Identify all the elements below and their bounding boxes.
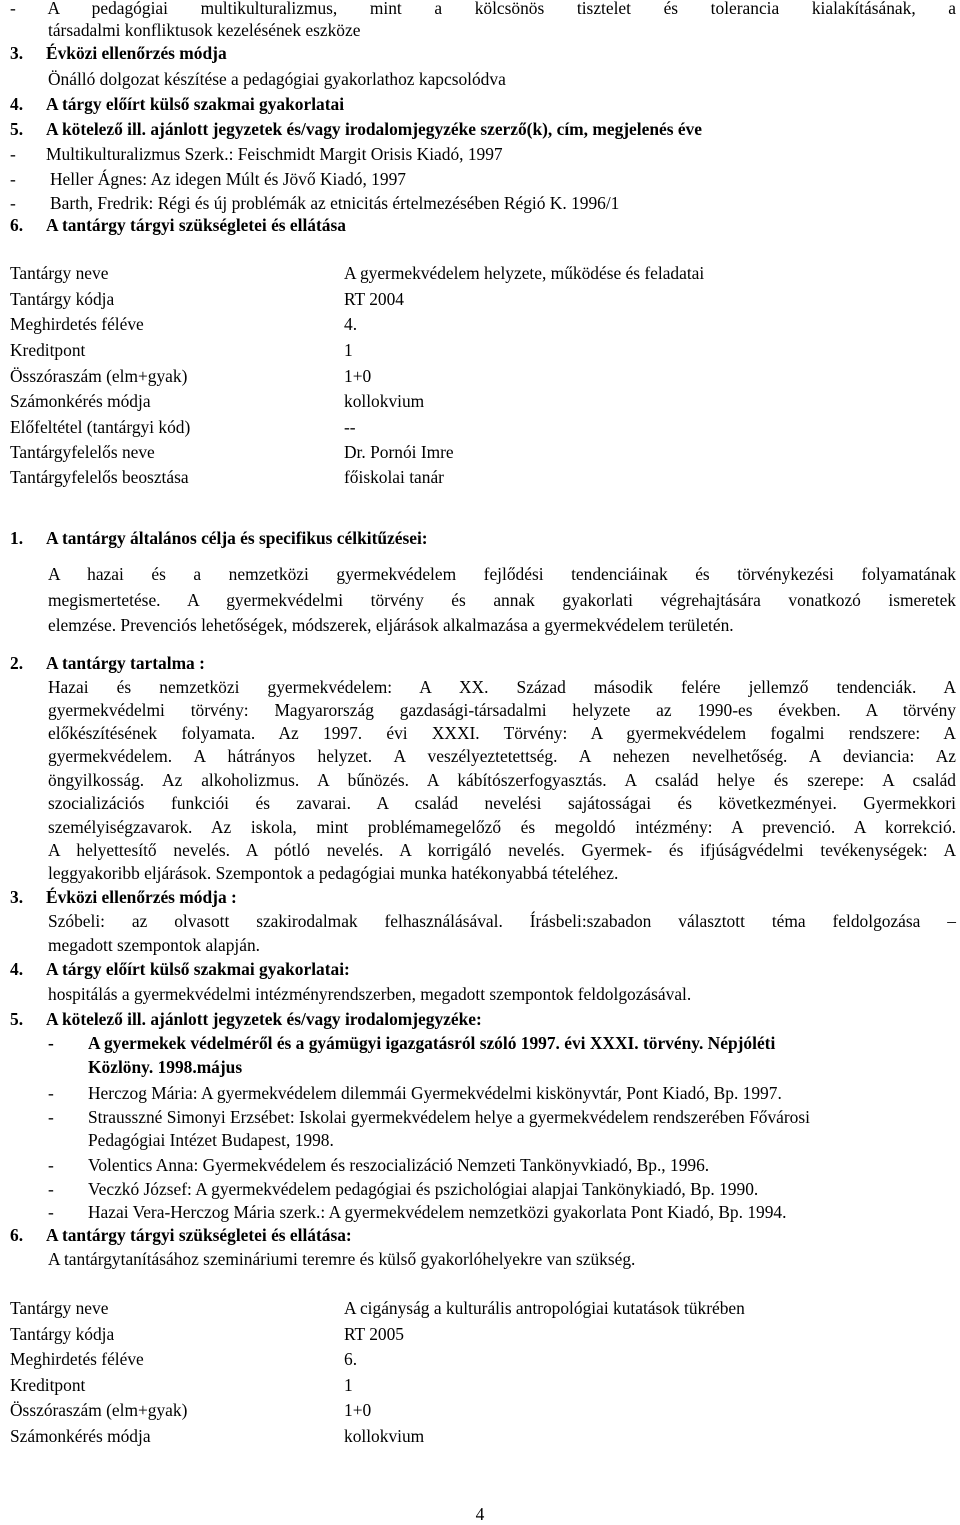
field-label: Kreditpont (10, 340, 86, 360)
section-title: A tantárgy általános célja és specifikus célkitűzései: (46, 528, 428, 548)
content-line: szocializációs funkciói és zavarai. A család nevelési sajátosságai és következményei. Gyermekkori (48, 793, 956, 813)
field-label: Számonkérés módja (10, 391, 151, 411)
field-value: Dr. Pornói Imre (344, 442, 454, 462)
field-value: 1 (344, 340, 353, 360)
heading-gyakorlat-1 (10, 93, 344, 115)
field-label: Számonkérés módja (10, 1426, 151, 1446)
content-line: öngyilkosság. Az alkoholizmus. A bűnözés. A kábítószerfogyasztás. A család helye és szerepe: A család (48, 770, 956, 790)
section-number: 3. (10, 887, 24, 907)
lit-law-text: A gyermekek védelméről és a gyámügyi igazgatásról szóló 1997. évi XXXI. törvény. Népjóléti (88, 1033, 776, 1053)
field-value: főiskolai tanár (344, 467, 444, 487)
content-line: személyiségzavarok. Az iskola, mint problémamegelőző és megoldó intézmény: A prevenció. A korrekció. (48, 817, 956, 837)
field-label: Tantárgy kódja (10, 289, 115, 309)
field-label: Tantárgy neve (10, 263, 109, 283)
field-value: 1+0 (344, 366, 372, 386)
ref-item: - Heller Ágnes: Az idegen Múlt és Jövő Kiadó, 1997 (10, 169, 406, 189)
heading-celok (10, 527, 428, 549)
field-label: Összóraszám (elm+gyak) (10, 1400, 188, 1420)
goals-line: megismertetése. A gyermekvédelmi törvény és annak gyakorlati végrehajtására vonatkozó ismeretek (48, 590, 956, 610)
section-title: Évközi ellenőrzés módja (46, 43, 227, 63)
section-title: A tantárgy tartalma : (46, 653, 205, 673)
field-value: A gyermekvédelem helyzete, működése és feladatai (344, 263, 705, 283)
exam-line: megadott szempontok alapján. (48, 935, 261, 955)
goals-line: A hazai és a nemzetközi gyermekvédelem fejlődési tendenciáinak és törvénykezési folyamatának (48, 564, 956, 584)
section-title: A tantárgy tárgyi szükségletei és ellátása (46, 215, 346, 235)
section-number: 1. (10, 528, 24, 548)
goals-line: elemzése. Prevenciós lehetőségek, módszerek, eljárások alkalmazása a gyermekvédelem területén. (48, 615, 734, 635)
content-line: A helyettesítő nevelés. A pótló nevelés. A korrigáló nevelés. Gyermek- és ifjúságvédelmi tevékenységek: A (48, 840, 956, 860)
field-label: Tantárgy kódja (10, 1324, 115, 1344)
page-number: 4 (475, 1504, 485, 1524)
section-title: Évközi ellenőrzés módja : (46, 887, 237, 907)
lit-law-item: - A gyermekek védelméről és a gyámügyi igazgatásról szóló 1997. évi XXXI. törvény. Népjóléti (48, 1033, 776, 1053)
lit-item-cont: Pedagógiai Intézet Budapest, 1998. (88, 1130, 334, 1150)
lit-item: - Hazai Vera-Herczog Mária szerk.: A gyermekvédelem nemzetközi gyakorlata Pont Kiadó, Bp. 1994. (48, 1202, 787, 1222)
heading-jegyzetek-2 (10, 1008, 482, 1030)
exam-line: Szóbeli: az olvasott szakirodalmak felhasználásával. Írásbeli:szabadon választott téma feldolgozása – (48, 911, 956, 931)
field-label: Kreditpont (10, 1375, 86, 1395)
content-line: előkészítésének folyamata. Az 1997. évi XXXI. Törvény: A gyermekvédelem fogalmi rendszere: A (48, 723, 956, 743)
lit-item: - Volentics Anna: Gyermekvédelem és reszocializáció Nemzeti Tankönyvkiadó, Bp., 1996. (48, 1155, 710, 1175)
field-label: Meghirdetés féléve (10, 1349, 144, 1369)
ref-text: Barth, Fredrik: Régi és új problémák az etnicitás értelmezésében Régió K. 1996/1 (50, 193, 620, 213)
heading-jegyzetek-1 (10, 118, 702, 140)
field-value: 1 (344, 1375, 353, 1395)
field-value: A cigányság a kulturális antropológiai kutatások tükrében (344, 1298, 745, 1318)
content-line: Hazai és nemzetközi gyermekvédelem: A XX. Század második felére jellemző tendenciák. A (48, 677, 956, 697)
section-title: A kötelező ill. ajánlott jegyzetek és/vagy irodalomjegyzéke: (46, 1009, 482, 1029)
section-number: 4. (10, 94, 24, 114)
lit-item: - Strausszné Simonyi Erzsébet: Iskolai gyermekvédelem helye a gyermekvédelem rendszerében Fővárosi (48, 1107, 810, 1127)
section-title: A tantárgy tárgyi szükségletei és ellátása: (46, 1225, 352, 1245)
ref-item: - Multikulturalizmus Szerk.: Feischmidt Margit Orisis Kiadó, 1997 (10, 144, 503, 164)
section-number: 3. (10, 43, 24, 63)
ref-text: Multikulturalizmus Szerk.: Feischmidt Margit Orisis Kiadó, 1997 (46, 144, 503, 164)
field-label: Tantárgyfelelős neve (10, 442, 155, 462)
field-label: Meghirdetés féléve (10, 314, 144, 334)
intro-line-1: - A pedagógiai multikulturalizmus, mint a kölcsönös tisztelet és tolerancia kialakításának, a (10, 0, 956, 18)
field-label: Előfeltétel (tantárgyi kód) (10, 417, 191, 437)
field-value: RT 2005 (344, 1324, 404, 1344)
lit-law-line2: Közlöny. 1998.május (88, 1057, 243, 1077)
lit-text: Volentics Anna: Gyermekvédelem és reszocializáció Nemzeti Tankönyvkiadó, Bp., 1996. (88, 1155, 710, 1175)
field-value: 1+0 (344, 1400, 372, 1420)
field-value: 4. (344, 314, 358, 334)
content-line: gyermekvédelmi törvény: Magyarország gazdasági-társadalmi helyzete az 1990-es években. A törvény (48, 700, 956, 720)
ref-text: Heller Ágnes: Az idegen Múlt és Jövő Kiadó, 1997 (50, 169, 406, 189)
section-number: 5. (10, 1009, 24, 1029)
field-label: Tantárgyfelelős beosztása (10, 467, 189, 487)
heading-gyakorlat-2 (10, 958, 350, 980)
field-value: -- (344, 417, 356, 437)
lit-text: Herczog Mária: A gyermekvédelem dilemmái Gyermekvédelmi kiskönyvtár, Pont Kiadó, Bp. 1997. (88, 1083, 782, 1103)
field-value: RT 2004 (344, 289, 404, 309)
lit-item: - Herczog Mária: A gyermekvédelem dilemmái Gyermekvédelmi kiskönyvtár, Pont Kiadó, Bp. 1997. (48, 1083, 782, 1103)
section-number: 6. (10, 1225, 24, 1245)
heading-evkozi-1 (10, 42, 227, 64)
field-value: kollokvium (344, 1426, 425, 1446)
field-value: 6. (344, 1349, 358, 1369)
field-label: Tantárgy neve (10, 1298, 109, 1318)
heading-tartalom (10, 652, 205, 674)
lit-text: Strausszné Simonyi Erzsébet: Iskolai gyermekvédelem helye a gyermekvédelem rendszerében Fővárosi (88, 1107, 810, 1127)
heading-szuksegletek-2 (10, 1224, 352, 1246)
section-title: A tárgy előírt külső szakmai gyakorlatai: (46, 959, 350, 979)
heading-szuksegletek-1 (10, 214, 346, 236)
needs-text: A tantárgytanításához szemináriumi teremre és külső gyakorlóhelyekre van szükség. (48, 1249, 636, 1269)
evkozi-text-1: Önálló dolgozat készítése a pedagógiai gyakorlathoz kapcsolódva (48, 69, 506, 89)
section-number: 4. (10, 959, 24, 979)
lit-text: Hazai Vera-Herczog Mária szerk.: A gyermekvédelem nemzetközi gyakorlata Pont Kiadó, Bp. 1994. (88, 1202, 787, 1222)
field-value: kollokvium (344, 391, 425, 411)
ref-item: - Barth, Fredrik: Régi és új problémák az etnicitás értelmezésében Régió K. 1996/1 (10, 193, 620, 213)
content-line: gyermekvédelem. A hátrányos helyzet. A veszélyeztetettség. A nehezen nevelhetőség. A deviancia: Az (48, 746, 956, 766)
practice-text: hospitálás a gyermekvédelmi intézményrendszerben, megadott szempontok feldolgozásával. (48, 984, 692, 1004)
lit-item: - Veczkó József: A gyermekvédelem pedagógiai és pszichológiai alapjai Tankönykiadó, Bp. 1990. (48, 1179, 759, 1199)
field-label: Összóraszám (elm+gyak) (10, 366, 188, 386)
section-number: 6. (10, 215, 24, 235)
intro-line-2: társadalmi konfliktusok kezelésének eszköze (48, 20, 361, 40)
lit-text: Veczkó József: A gyermekvédelem pedagógiai és pszichológiai alapjai Tankönykiadó, Bp. 1990. (88, 1179, 759, 1199)
section-number: 2. (10, 653, 24, 673)
section-number: 5. (10, 119, 24, 139)
section-title: A tárgy előírt külső szakmai gyakorlatai (46, 94, 345, 114)
heading-evkozi-2 (10, 886, 237, 908)
content-line: leggyakoribb eljárások. Szempontok a pedagógiai munka hatékonyabbá tételéhez. (48, 863, 619, 883)
section-title: A kötelező ill. ajánlott jegyzetek és/vagy irodalomjegyzéke szerző(k), cím, megjelenés éve (46, 119, 702, 139)
